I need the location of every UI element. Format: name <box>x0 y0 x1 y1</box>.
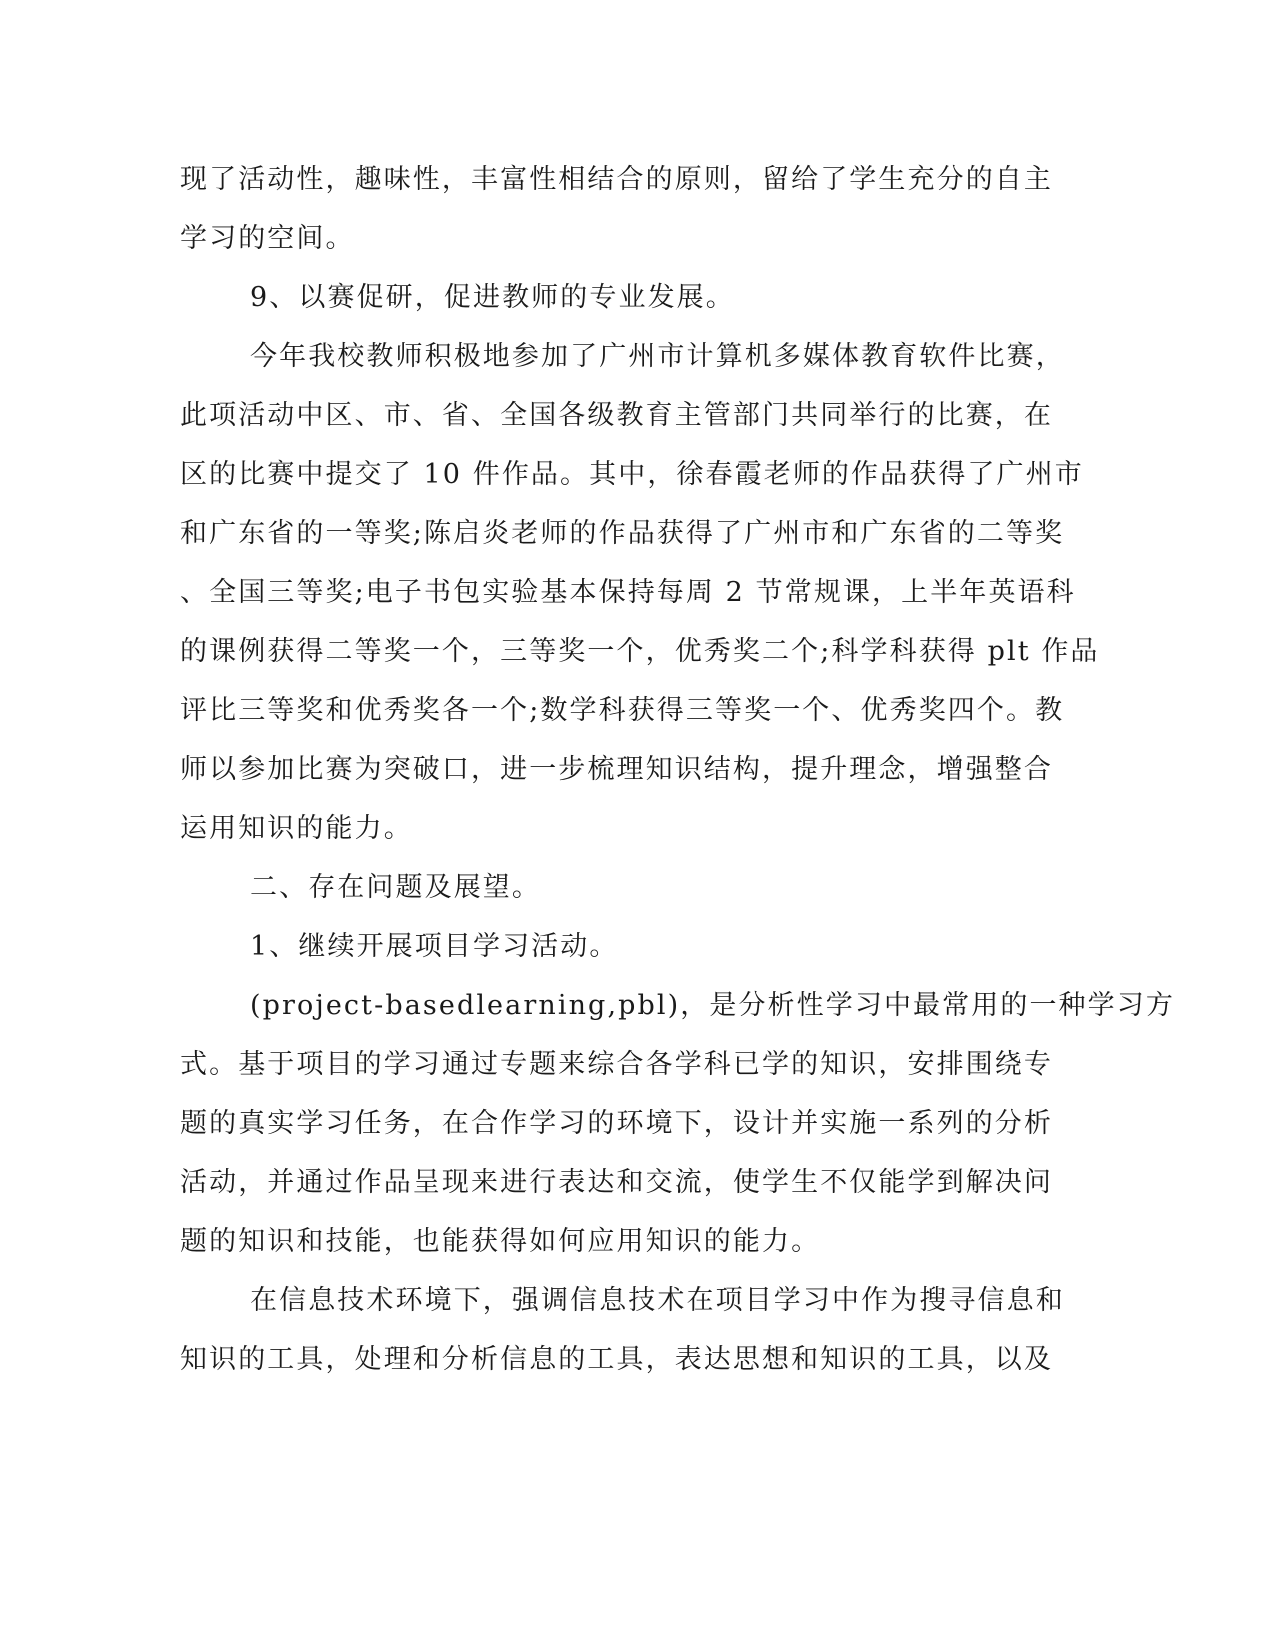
text-line: 和广东省的一等奖;陈启炎老师的作品获得了广州市和广东省的二等奖 <box>180 518 1065 549</box>
text-line: 评比三等奖和优秀奖各一个;数学科获得三等奖一个、优秀奖四个。教 <box>180 695 1065 726</box>
section-heading: 二、存在问题及展望。 <box>250 872 541 903</box>
text-line: 活动，并通过作品呈现来进行表达和交流，使学生不仅能学到解决问 <box>180 1167 1053 1198</box>
text-line: 区的比赛中提交了 10 件作品。其中，徐春霞老师的作品获得了广州市 <box>180 459 1084 490</box>
text-line: 式。基于项目的学习通过专题来综合各学科已学的知识，安排围绕专 <box>180 1049 1053 1080</box>
text-line: 、全国三等奖;电子书包实验基本保持每周 2 节常规课，上半年英语科 <box>180 577 1076 608</box>
text-line: 学习的空间。 <box>180 223 355 254</box>
section-heading: 9、以赛促研，促进教师的专业发展。 <box>250 282 735 313</box>
text-line: 知识的工具，处理和分析信息的工具，表达思想和知识的工具，以及 <box>180 1344 1053 1375</box>
text-line: 的课例获得二等奖一个，三等奖一个，优秀奖二个;科学科获得 plt 作品 <box>180 636 1100 667</box>
text-line: (project-basedlearning,pbl)，是分析性学习中最常用的一种学习方 <box>250 990 1175 1021</box>
text-line: 在信息技术环境下，强调信息技术在项目学习中作为搜寻信息和 <box>250 1285 1065 1316</box>
section-heading: 1、继续开展项目学习活动。 <box>250 931 619 962</box>
text-line: 题的知识和技能，也能获得如何应用知识的能力。 <box>180 1226 821 1257</box>
text-line: 师以参加比赛为突破口，进一步梳理知识结构，提升理念，增强整合 <box>180 754 1053 785</box>
text-line: 此项活动中区、市、省、全国各级教育主管部门共同举行的比赛，在 <box>180 400 1053 431</box>
text-line: 今年我校教师积极地参加了广州市计算机多媒体教育软件比赛， <box>250 341 1065 372</box>
text-line: 题的真实学习任务，在合作学习的环境下，设计并实施一系列的分析 <box>180 1108 1053 1139</box>
text-line: 运用知识的能力。 <box>180 813 413 844</box>
text-line: 现了活动性，趣味性，丰富性相结合的原则，留给了学生充分的自主 <box>180 164 1053 195</box>
